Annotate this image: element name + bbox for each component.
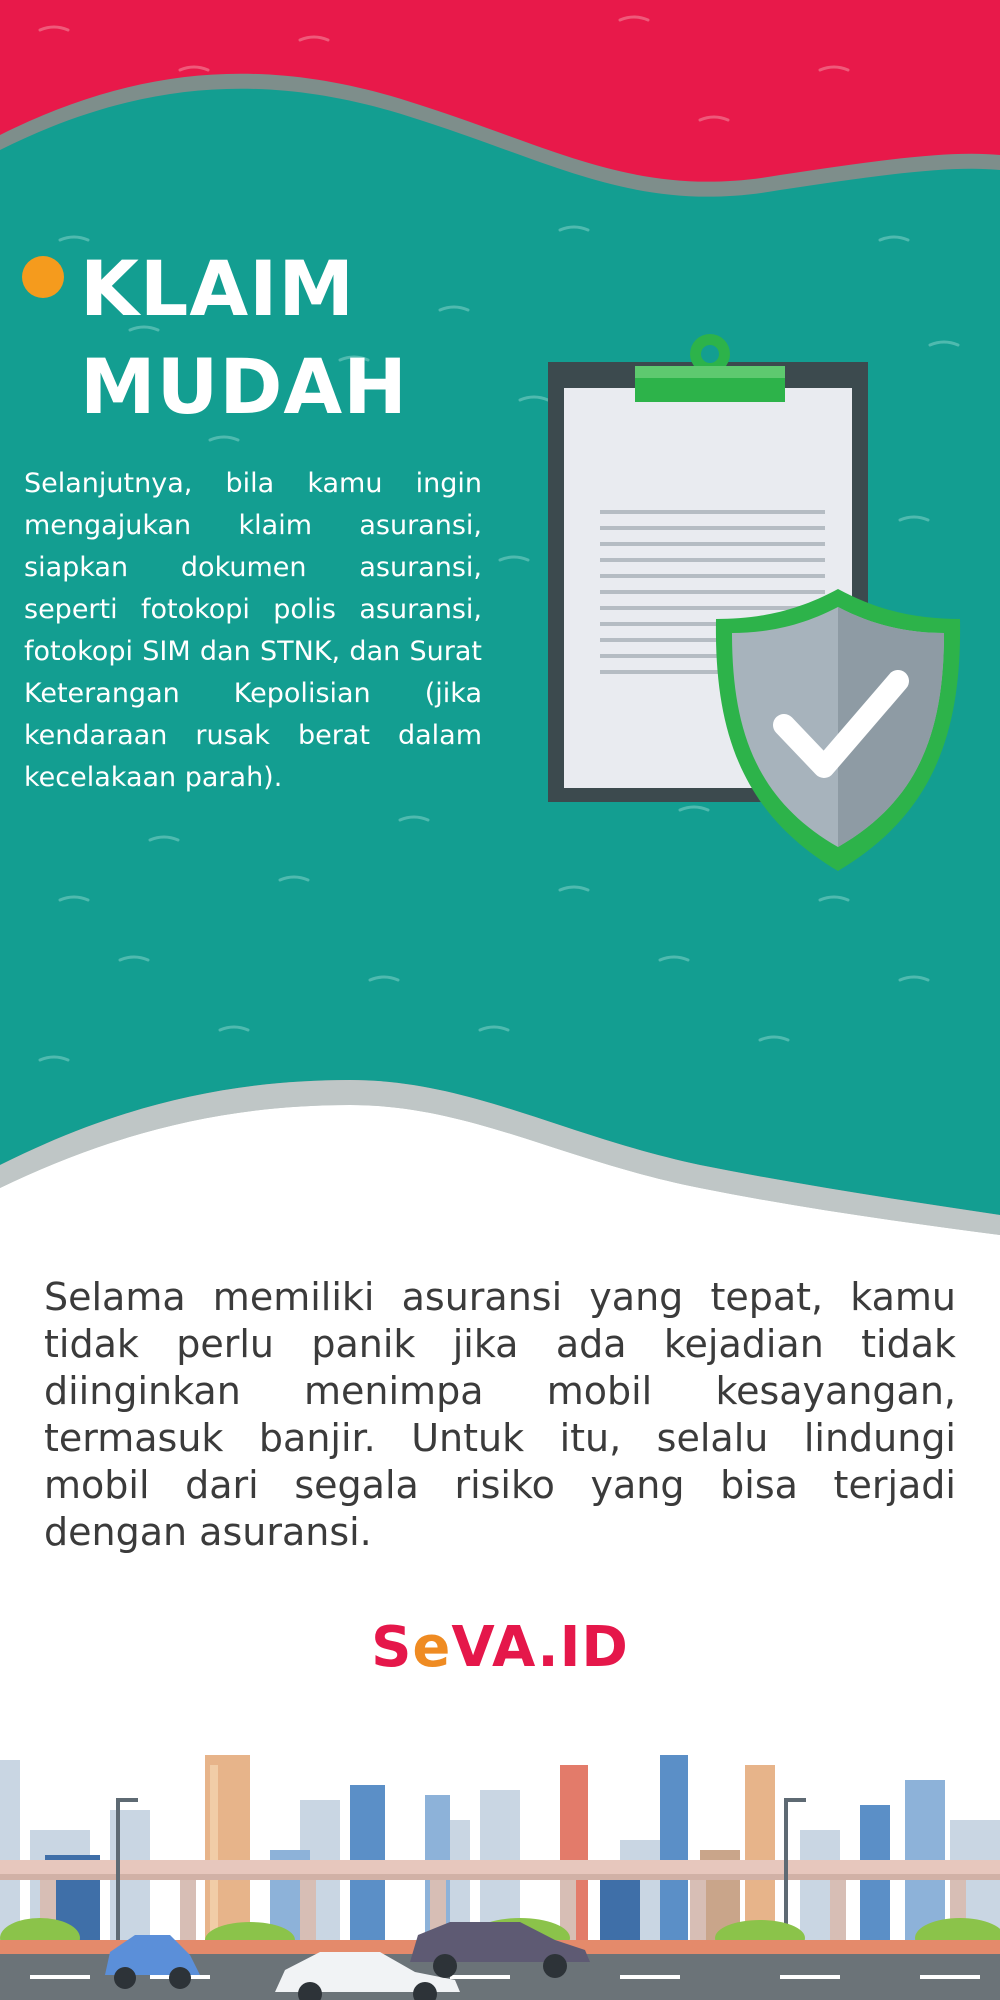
bullet-dot-icon [22, 256, 64, 298]
city-skyline-illustration [0, 1730, 1000, 2000]
logo-part-3: VA.ID [451, 1615, 629, 1680]
shield-check-icon [712, 585, 964, 875]
section-title [80, 240, 408, 436]
section-body-text: Selanjutnya, bila kamu ingin mengajukan klaim asuransi, siapkan dokumen asuransi, seperti fotokopi polis asuransi, fotokopi SIM dan STNK, dan Surat Keterangan Kepolisian (jika kendaraan rusak berat dalam kecelakaan parah). [24, 468, 482, 793]
seva-logo [340, 1615, 660, 1680]
section-title-line-2: MUDAH [80, 342, 408, 431]
logo-part-2: e [412, 1615, 452, 1680]
logo-part-1: S [371, 1615, 413, 1680]
section-title-line-1: KLAIM [80, 244, 356, 333]
closing-paragraph: Selama memiliki asuransi yang tepat, kamu tidak perlu panik jika ada kejadian tidak diinginkan menimpa mobil kesayangan, termasuk banjir. Untuk itu, selalu lindungi mobil dari segala risiko yang bisa terjadi dengan asuransi. [44, 1275, 956, 1554]
